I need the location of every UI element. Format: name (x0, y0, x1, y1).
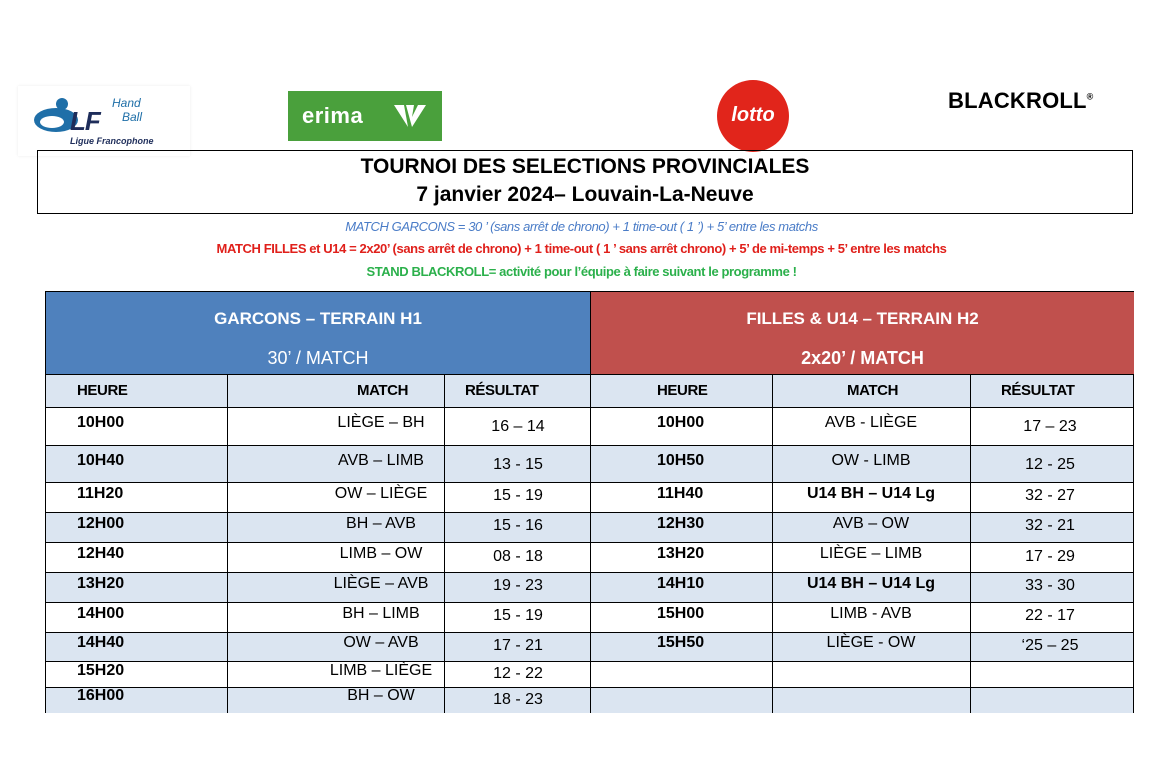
garcons-heure: 10H00 (77, 414, 125, 431)
filles-resultat: 17 - 29 (1025, 548, 1075, 565)
garcons-heure: 14H40 (77, 634, 125, 651)
info-stand-blackroll: STAND BLACKROLL= activité pour l’équipe à faire suivant le programme ! (366, 264, 797, 279)
filles-match: LIÈGE - OW (826, 634, 916, 651)
column-divider (444, 543, 445, 572)
column-divider (227, 483, 228, 512)
column-divider (772, 375, 773, 407)
column-divider (590, 573, 591, 602)
filles-col-heure: HEURE (657, 382, 708, 399)
garcons-resultat: 17 - 21 (493, 637, 543, 654)
filles-title: FILLES & U14 – TERRAIN H2 (746, 309, 979, 328)
lotto-logo (717, 80, 789, 152)
column-divider (772, 446, 773, 482)
column-divider (970, 513, 971, 542)
column-divider (772, 573, 773, 602)
table-row (46, 572, 1133, 602)
info-filles: MATCH FILLES et U14 = 2x20’ (sans arrêt de chrono) + 1 time-out ( 1 ’ sans arrêt chrono) + 5’ de mi-temps + 5’ entre les matchs (216, 241, 947, 256)
filles-resultat: 17 – 23 (1023, 418, 1077, 435)
garcons-resultat: 19 - 23 (493, 577, 543, 594)
tournament-date-location: 7 janvier 2024– Louvain-La-Neuve (416, 183, 754, 206)
column-divider (227, 408, 228, 445)
garcons-match: OW – LIÈGE (334, 485, 428, 502)
filles-heure: 15H50 (657, 634, 705, 651)
table-row (46, 407, 1133, 445)
garcons-match: BH – OW (347, 687, 415, 704)
filles-match: AVB - LIÈGE (824, 414, 918, 431)
blackroll-logo-text: BLACKROLL (948, 88, 1087, 113)
column-divider (970, 483, 971, 512)
column-divider (970, 573, 971, 602)
table-row (46, 632, 1133, 661)
garcons-heure: 12H00 (77, 515, 125, 532)
column-divider (772, 603, 773, 632)
registered-mark: ® (1086, 91, 1094, 102)
filles-resultat: 12 - 25 (1025, 456, 1075, 473)
column-divider (444, 573, 445, 602)
filles-heure: 15H00 (657, 605, 705, 622)
column-divider (444, 688, 445, 713)
column-divider (227, 603, 228, 632)
lf-logo-word2: Ball (122, 110, 143, 124)
column-divider (590, 446, 591, 482)
column-divider (227, 688, 228, 713)
table-row (46, 542, 1133, 572)
filles-match: LIÈGE – LIMB (819, 545, 923, 562)
garcons-heure: 11H20 (77, 485, 124, 502)
column-divider (970, 375, 971, 407)
schedule-table (45, 291, 1134, 713)
garcons-resultat: 08 - 18 (493, 548, 543, 565)
erima-logo-text: erima (302, 103, 364, 128)
filles-heure: 10H50 (657, 452, 705, 469)
table-row (46, 482, 1133, 512)
garcons-match: LIMB – LIÈGE (329, 662, 433, 679)
filles-match: U14 BH – U14 Lg (806, 485, 936, 502)
garcons-resultat: 15 - 19 (493, 487, 543, 504)
garcons-header (46, 292, 590, 374)
garcons-match: LIÈGE – BH (337, 414, 425, 431)
column-divider (227, 513, 228, 542)
column-divider (444, 375, 445, 407)
garcons-resultat: 13 - 15 (493, 456, 543, 473)
garcons-col-heure: HEURE (77, 382, 128, 399)
garcons-resultat: 12 - 22 (493, 665, 543, 682)
garcons-heure: 14H00 (77, 605, 125, 622)
garcons-resultat: 16 – 14 (491, 418, 545, 435)
garcons-heure: 10H40 (77, 452, 125, 469)
filles-match: AVB – OW (832, 515, 910, 532)
garcons-resultat: 18 - 23 (493, 691, 543, 708)
filles-resultat: 22 - 17 (1025, 607, 1075, 624)
filles-resultat: 32 - 21 (1025, 517, 1075, 534)
erima-logo (288, 91, 442, 141)
column-divider (772, 513, 773, 542)
filles-heure: 12H30 (657, 515, 705, 532)
column-divider (590, 483, 591, 512)
garcons-format: 30’ / MATCH (267, 348, 369, 368)
column-divider (970, 633, 971, 661)
filles-heure: 14H10 (657, 575, 705, 592)
lf-logo-tagline: Ligue Francophone (70, 136, 154, 146)
column-divider (970, 603, 971, 632)
filles-match: LIMB - AVB (830, 605, 912, 622)
column-divider (227, 375, 228, 407)
filles-resultat: ‘25 – 25 (1021, 637, 1079, 654)
column-divider (590, 375, 591, 407)
column-divider (772, 408, 773, 445)
column-divider (444, 513, 445, 542)
column-divider (590, 408, 591, 445)
lf-logo-word1: Hand (112, 96, 141, 110)
column-divider (444, 662, 445, 687)
garcons-match: OW – AVB (343, 634, 419, 651)
filles-heure: 11H40 (657, 485, 704, 502)
column-divider (772, 688, 773, 713)
column-divider (444, 633, 445, 661)
column-divider (772, 633, 773, 661)
column-divider (444, 408, 445, 445)
column-divider (970, 408, 971, 445)
column-divider (970, 543, 971, 572)
garcons-heure: 13H20 (77, 575, 125, 592)
garcons-match: AVB – LIMB (338, 452, 424, 469)
garcons-col-resultat: RÉSULTAT (465, 382, 539, 399)
column-divider (227, 573, 228, 602)
garcons-heure: 15H20 (77, 662, 125, 679)
table-row (46, 661, 1133, 687)
lf-handball-logo (18, 86, 190, 156)
table-row (46, 512, 1133, 542)
table-row (46, 687, 1133, 713)
garcons-match: BH – LIMB (342, 605, 420, 622)
garcons-resultat: 15 - 19 (493, 607, 543, 624)
garcons-heure: 16H00 (77, 687, 125, 704)
table-row (46, 602, 1133, 632)
garcons-resultat: 15 - 16 (493, 517, 543, 534)
column-divider (227, 446, 228, 482)
filles-match: OW - LIMB (831, 452, 911, 469)
column-divider (590, 603, 591, 632)
garcons-col-match: MATCH (357, 382, 409, 399)
filles-resultat: 33 - 30 (1025, 577, 1075, 594)
lf-logo-mark: LF (70, 106, 100, 136)
column-divider (227, 633, 228, 661)
column-divider (772, 662, 773, 687)
column-divider (970, 662, 971, 687)
garcons-match: LIÈGE – AVB (333, 575, 429, 592)
filles-format: 2x20’ / MATCH (801, 348, 924, 368)
column-divider (970, 446, 971, 482)
info-garcons: MATCH GARCONS = 30 ’ (sans arrêt de chrono) + 1 time-out ( 1 ’) + 5’ entre les matchs (345, 219, 818, 234)
filles-row-half (591, 688, 1133, 713)
filles-col-resultat: RÉSULTAT (1001, 382, 1075, 399)
column-divider (590, 688, 591, 713)
filles-header (590, 292, 1134, 374)
tournament-title-box (37, 150, 1133, 214)
column-divider (227, 543, 228, 572)
column-divider (590, 662, 591, 687)
filles-row-half (591, 662, 1133, 687)
garcons-match: BH – AVB (346, 515, 416, 532)
column-divider (772, 543, 773, 572)
column-divider (444, 483, 445, 512)
column-divider (444, 603, 445, 632)
column-divider (970, 688, 971, 713)
column-divider (590, 633, 591, 661)
erima-wing-icon (392, 103, 428, 129)
filles-heure: 13H20 (657, 545, 705, 562)
column-divider (772, 483, 773, 512)
garcons-title: GARCONS – TERRAIN H1 (214, 309, 422, 328)
column-header-row (46, 374, 1133, 407)
table-row (46, 445, 1133, 482)
lotto-logo-text: lotto (731, 104, 775, 126)
column-divider (590, 513, 591, 542)
tournament-title: TOURNOI DES SELECTIONS PROVINCIALES (360, 155, 810, 178)
garcons-match: LIMB – OW (339, 545, 423, 562)
filles-col-match: MATCH (847, 382, 899, 399)
filles-heure: 10H00 (657, 414, 705, 431)
column-divider (444, 446, 445, 482)
filles-match: U14 BH – U14 Lg (806, 575, 936, 592)
column-divider (227, 662, 228, 687)
garcons-heure: 12H40 (77, 545, 125, 562)
column-divider (590, 543, 591, 572)
blackroll-logo (948, 88, 1094, 114)
filles-resultat: 32 - 27 (1025, 487, 1075, 504)
